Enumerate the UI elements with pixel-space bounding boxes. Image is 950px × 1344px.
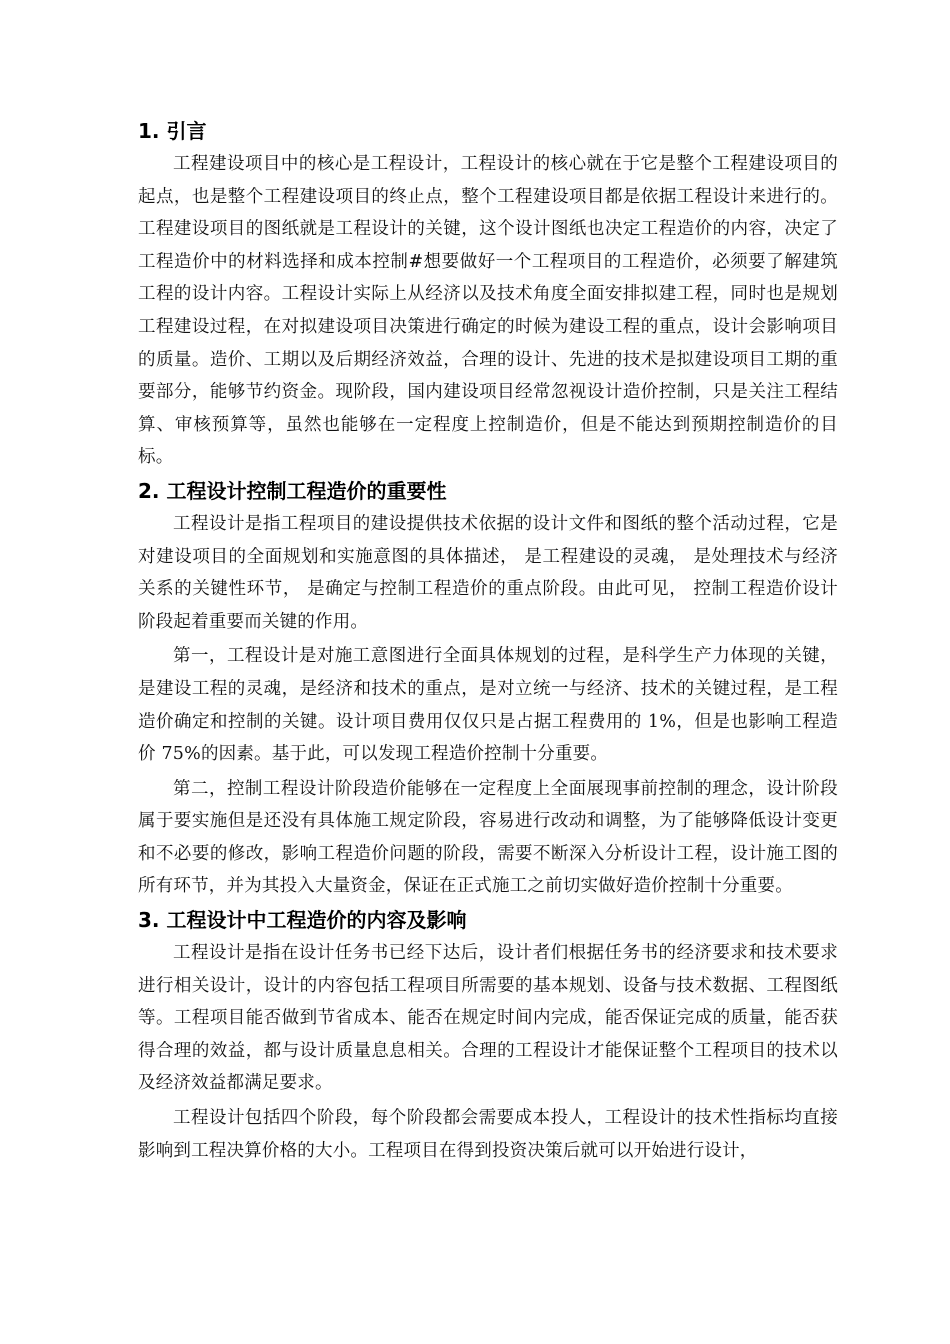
paragraph-introduction: 工程建设项目中的核心是工程设计，工程设计的核心就在于它是整个工程建设项目的起点，也是整个工程建设项目的终止点，整个工程建设项目都是依据工程设计来进行的。工程建设项目的图纸就是工程设计的关键，这个设计图纸也决定工程造价的内容，决定了工程造价中的材料选择和成本控制#想要做好一个工程项目的工程造价，必须要了解建筑工程的设计内容。工程设计实际上从经济以及技术角度全面安排拟建工程，同时也是规划工程建设过程，在对拟建设项目决策进行确定的时候为建设工程的重点，设计会影响项目的质量。造价、工期以及后期经济效益，合理的设计、先进的技术是拟建设项目工期的重要部分，能够节约资金。现阶段，国内建设项目经常忽视设计造价控制，只是关注工程结算、审核预算等，虽然也能够在一定程度上控制造价，但是不能达到预期控制造价的目标。	[138, 154, 838, 468]
paragraph-importance-second: 第二，控制工程设计阶段造价能够在一定程度上全面展现事前控制的理念，设计阶段属于要实施但是还没有具体施工规定阶段，容易进行改动和调整，为了能够降低设计变更和不必要的修改，影响工程造价问题的阶段，需要不断深入分析设计工程，设计施工图的所有环节，并为其投入大量资金，保证在正式施工之前切实做好造价控制十分重要。	[138, 778, 838, 897]
section-heading-importance: 2. 工程设计控制工程造价的重要性	[138, 478, 447, 503]
document-body	[138, 112, 838, 1167]
paragraph-importance-first: 第一，工程设计是对施工意图进行全面具体规划的过程，是科学生产力体现的关键，是建设工程的灵魂，是经济和技术的重点，是对立统一与经济、技术的关键过程，是工程造价确定和控制的关键。设计项目费用仅仅只是占据工程费用的 1%，但是也影响工程造价 75%的因素。基于此，可以发现工程造价控制十分重要。	[138, 646, 838, 765]
paragraph-content-stages: 工程设计包括四个阶段，每个阶段都会需要成本投人，工程设计的技术性指标均直接影响到工程决算价格的大小。工程项目在得到投资决策后就可以开始进行设计，	[138, 1108, 838, 1161]
section-heading-introduction: 1. 引言	[138, 119, 207, 143]
paragraph-importance-definition: 工程设计是指工程项目的建设提供技术依据的设计文件和图纸的整个活动过程，它是对建设项目的全面规划和实施意图的具体描述， 是工程建设的灵魂， 是处理技术与经济关系的关键性环节， 是确定与控制工程造价的重点阶段。由此可见， 控制工程造价设计阶段起着重要而关键的作用。	[138, 513, 838, 632]
section-heading-content-impact: 3. 工程设计中工程造价的内容及影响	[138, 908, 467, 933]
paragraph-content-definition: 工程设计是指在设计任务书已经下达后，设计者们根据任务书的经济要求和技术要求进行相关设计，设计的内容包括工程项目所需要的基本规划、设备与技术数据、工程图纸等。工程项目能否做到节省成本、能否在规定时间内完成，能否保证完成的质量，能否获得合理的效益，都与设计质量息息相关。合理的工程设计才能保证整个工程项目的技术以及经济效益都满足要求。	[138, 943, 838, 1094]
